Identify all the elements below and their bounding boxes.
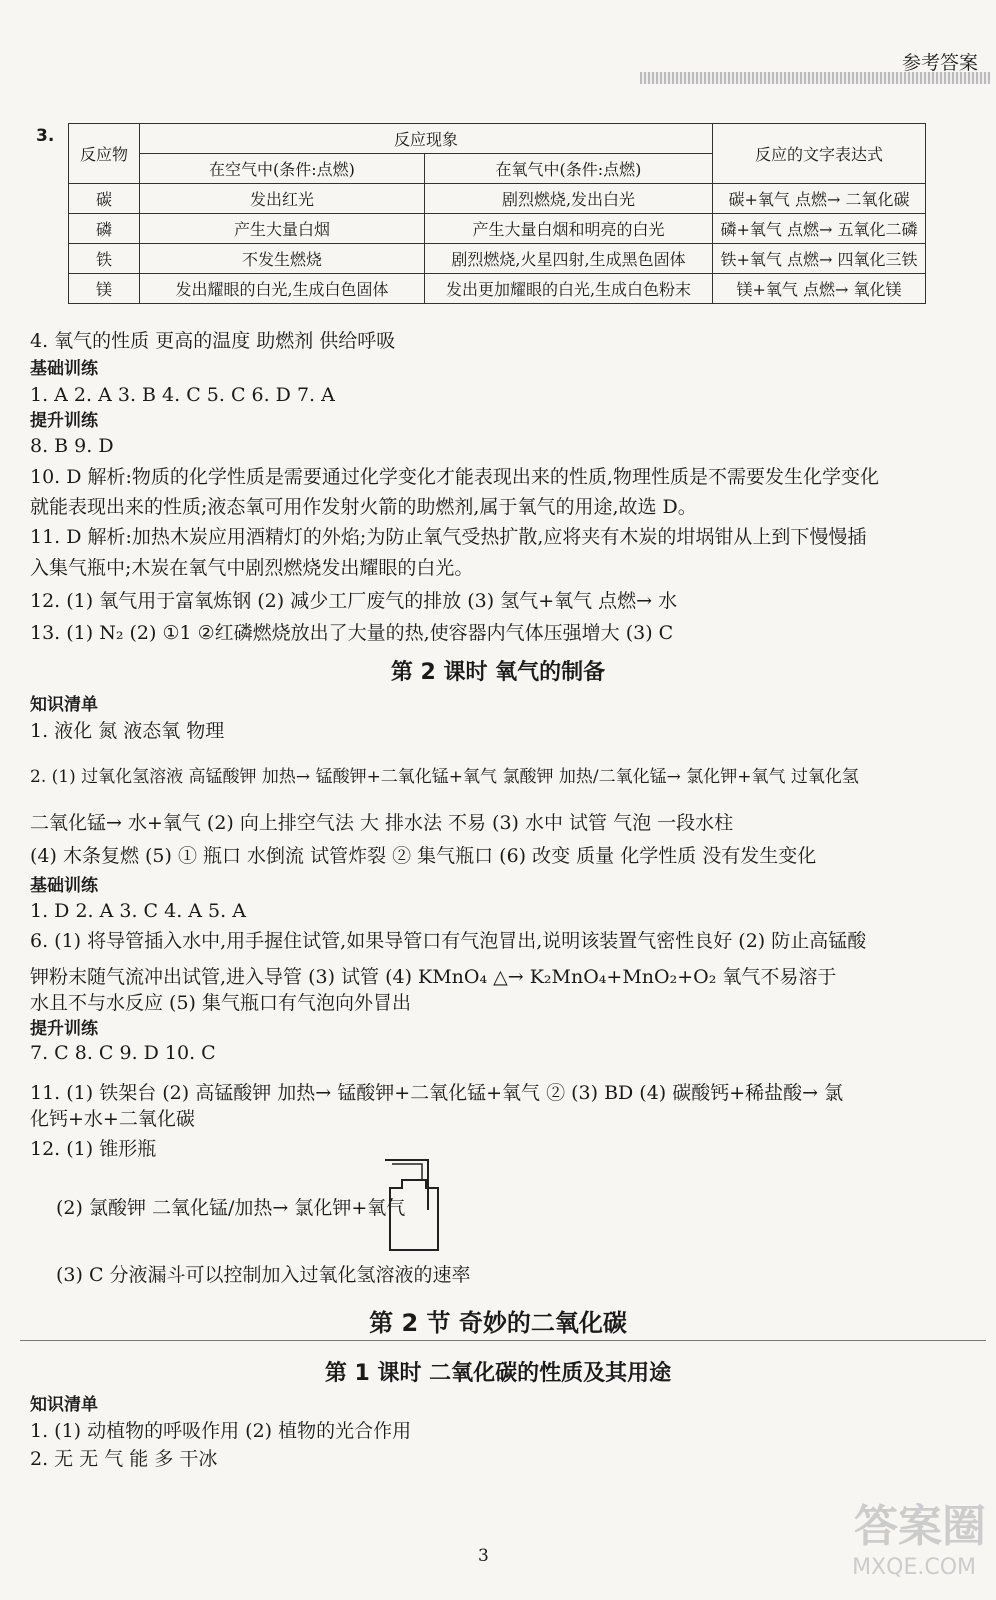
answer-line: 入集气瓶中;木炭在氧气中剧烈燃烧发出耀眼的白光。	[30, 557, 474, 579]
gas-bottle-diagram	[380, 1150, 450, 1260]
answer-line: 1. A 2. A 3. B 4. C 5. C 6. D 7. A	[30, 384, 335, 406]
answer-line: 二氧化锰→ 水+氧气 (2) 向上排空气法 大 排水法 不易 (3) 水中 试管 气泡 一段水柱	[30, 812, 734, 834]
answer-line: 化钙+水+二氧化碳	[30, 1108, 195, 1130]
th-expression: 反应的文字表达式	[713, 124, 926, 184]
th-oxygen: 在氧气中(条件:点燃)	[425, 154, 713, 184]
cell-oxygen: 剧烈燃烧,发出白光	[425, 184, 713, 214]
answer-line: 10. D 解析:物质的化学性质是需要通过化学变化才能表现出来的性质,物理性质是不需要发生化学变化	[30, 466, 879, 488]
section-title: 第 2 节 奇妙的二氧化碳	[369, 1309, 627, 1337]
divider	[20, 1340, 986, 1341]
answer-line: 钾粉末随气流冲出试管,进入导管 (3) 试管 (4) KMnO₄ △→ K₂MnO₄+MnO₂+O₂ 氧气不易溶于	[30, 966, 837, 988]
subheading: 基础训练	[30, 876, 98, 896]
subheading: 知识清单	[30, 1395, 98, 1415]
reaction-table	[68, 123, 926, 304]
cell-expression: 镁+氧气 点燃→ 氧化镁	[713, 274, 926, 304]
cell-expression: 磷+氧气 点燃→ 五氧化二磷	[713, 214, 926, 244]
cell-oxygen: 发出更加耀眼的白光,生成白色粉末	[425, 274, 713, 304]
cell-expression: 铁+氧气 点燃→ 四氧化三铁	[713, 244, 926, 274]
answer-line: 4. 氧气的性质 更高的温度 助燃剂 供给呼吸	[30, 330, 396, 352]
subheading: 提升训练	[30, 411, 98, 431]
answer-line: 就能表现出来的性质;液态氧可用作发射火箭的助燃剂,属于氧气的用途,故选 D。	[30, 496, 697, 518]
subheading: 提升训练	[30, 1019, 98, 1039]
subheading: 基础训练	[30, 359, 98, 379]
cell-oxygen: 剧烈燃烧,火星四射,生成黑色固体	[425, 244, 713, 274]
answer-line: 1. D 2. A 3. C 4. A 5. A	[30, 900, 246, 922]
answer-line: 6. (1) 将导管插入水中,用手握住试管,如果导管口有气泡冒出,说明该装置气密性良好 (2) 防止高锰酸	[30, 930, 867, 952]
cell-reactant: 镁	[69, 274, 140, 304]
answer-line: 8. B 9. D	[30, 435, 114, 457]
subheading: 知识清单	[30, 695, 98, 715]
cell-air: 不发生燃烧	[140, 244, 425, 274]
answer-line: 11. D 解析:加热木炭应用酒精灯的外焰;为防止氧气受热扩散,应将夹有木炭的坩埚钳从上到下慢慢插	[30, 526, 867, 548]
watermark-url: MXQE.COM	[852, 1555, 976, 1580]
cell-air: 发出耀眼的白光,生成白色固体	[140, 274, 425, 304]
question-number: 3.	[36, 126, 55, 146]
answer-line: 12. (1) 氧气用于富氧炼钢 (2) 减少工厂废气的排放 (3) 氢气+氧气 点燃→ 水	[30, 590, 678, 612]
answer-line: 2. (1) 过氧化氢溶液 高锰酸钾 加热→ 锰酸钾+二氧化锰+氧气 氯酸钾 加热/二氧化锰→ 氯化钾+氧气 过氧化氢	[30, 767, 859, 787]
watermark-logo: 答案圈	[854, 1501, 986, 1552]
cell-reactant: 铁	[69, 244, 140, 274]
answer-line: (2) 氯酸钾 二氧化锰/加热→ 氯化钾+氧气	[56, 1197, 406, 1219]
section-title: 第 2 课时 氧气的制备	[390, 660, 606, 685]
cell-reactant: 碳	[69, 184, 140, 214]
answer-line: 1. (1) 动植物的呼吸作用 (2) 植物的光合作用	[30, 1420, 412, 1442]
cell-air: 发出红光	[140, 184, 425, 214]
cell-oxygen: 产生大量白烟和明亮的白光	[425, 214, 713, 244]
th-reactant: 反应物	[69, 124, 140, 184]
answer-line: 7. C 8. C 9. D 10. C	[30, 1042, 216, 1064]
answer-line: 水且不与水反应 (5) 集气瓶口有气泡向外冒出	[30, 992, 411, 1014]
answer-line: (3) C 分液漏斗可以控制加入过氧化氢溶液的速率	[56, 1264, 471, 1286]
th-phenomenon: 反应现象	[140, 124, 713, 154]
answer-line: (4) 木条复燃 (5) ① 瓶口 水倒流 试管炸裂 ② 集气瓶口 (6) 改变 质量 化学性质 没有发生变化	[30, 845, 817, 867]
answer-line: 11. (1) 铁架台 (2) 高锰酸钾 加热→ 锰酸钾+二氧化锰+氧气 ② (3) BD (4) 碳酸钙+稀盐酸→ 氯	[30, 1082, 844, 1104]
cell-expression: 碳+氧气 点燃→ 二氧化碳	[713, 184, 926, 214]
answer-line: 12. (1) 锥形瓶	[30, 1138, 157, 1160]
cell-reactant: 磷	[69, 214, 140, 244]
answer-line: 1. 液化 氮 液态氧 物理	[30, 720, 225, 742]
page-number: 3	[478, 1546, 489, 1566]
header-label: 参考答案	[901, 52, 978, 74]
th-air: 在空气中(条件:点燃)	[140, 154, 425, 184]
cell-air: 产生大量白烟	[140, 214, 425, 244]
answer-line: 2. 无 无 气 能 多 干冰	[30, 1448, 218, 1470]
section-title: 第 1 课时 二氧化碳的性质及其用途	[324, 1361, 672, 1386]
answer-line: 13. (1) N₂ (2) ①1 ②红磷燃烧放出了大量的热,使容器内气体压强增大 (3) C	[30, 622, 674, 644]
